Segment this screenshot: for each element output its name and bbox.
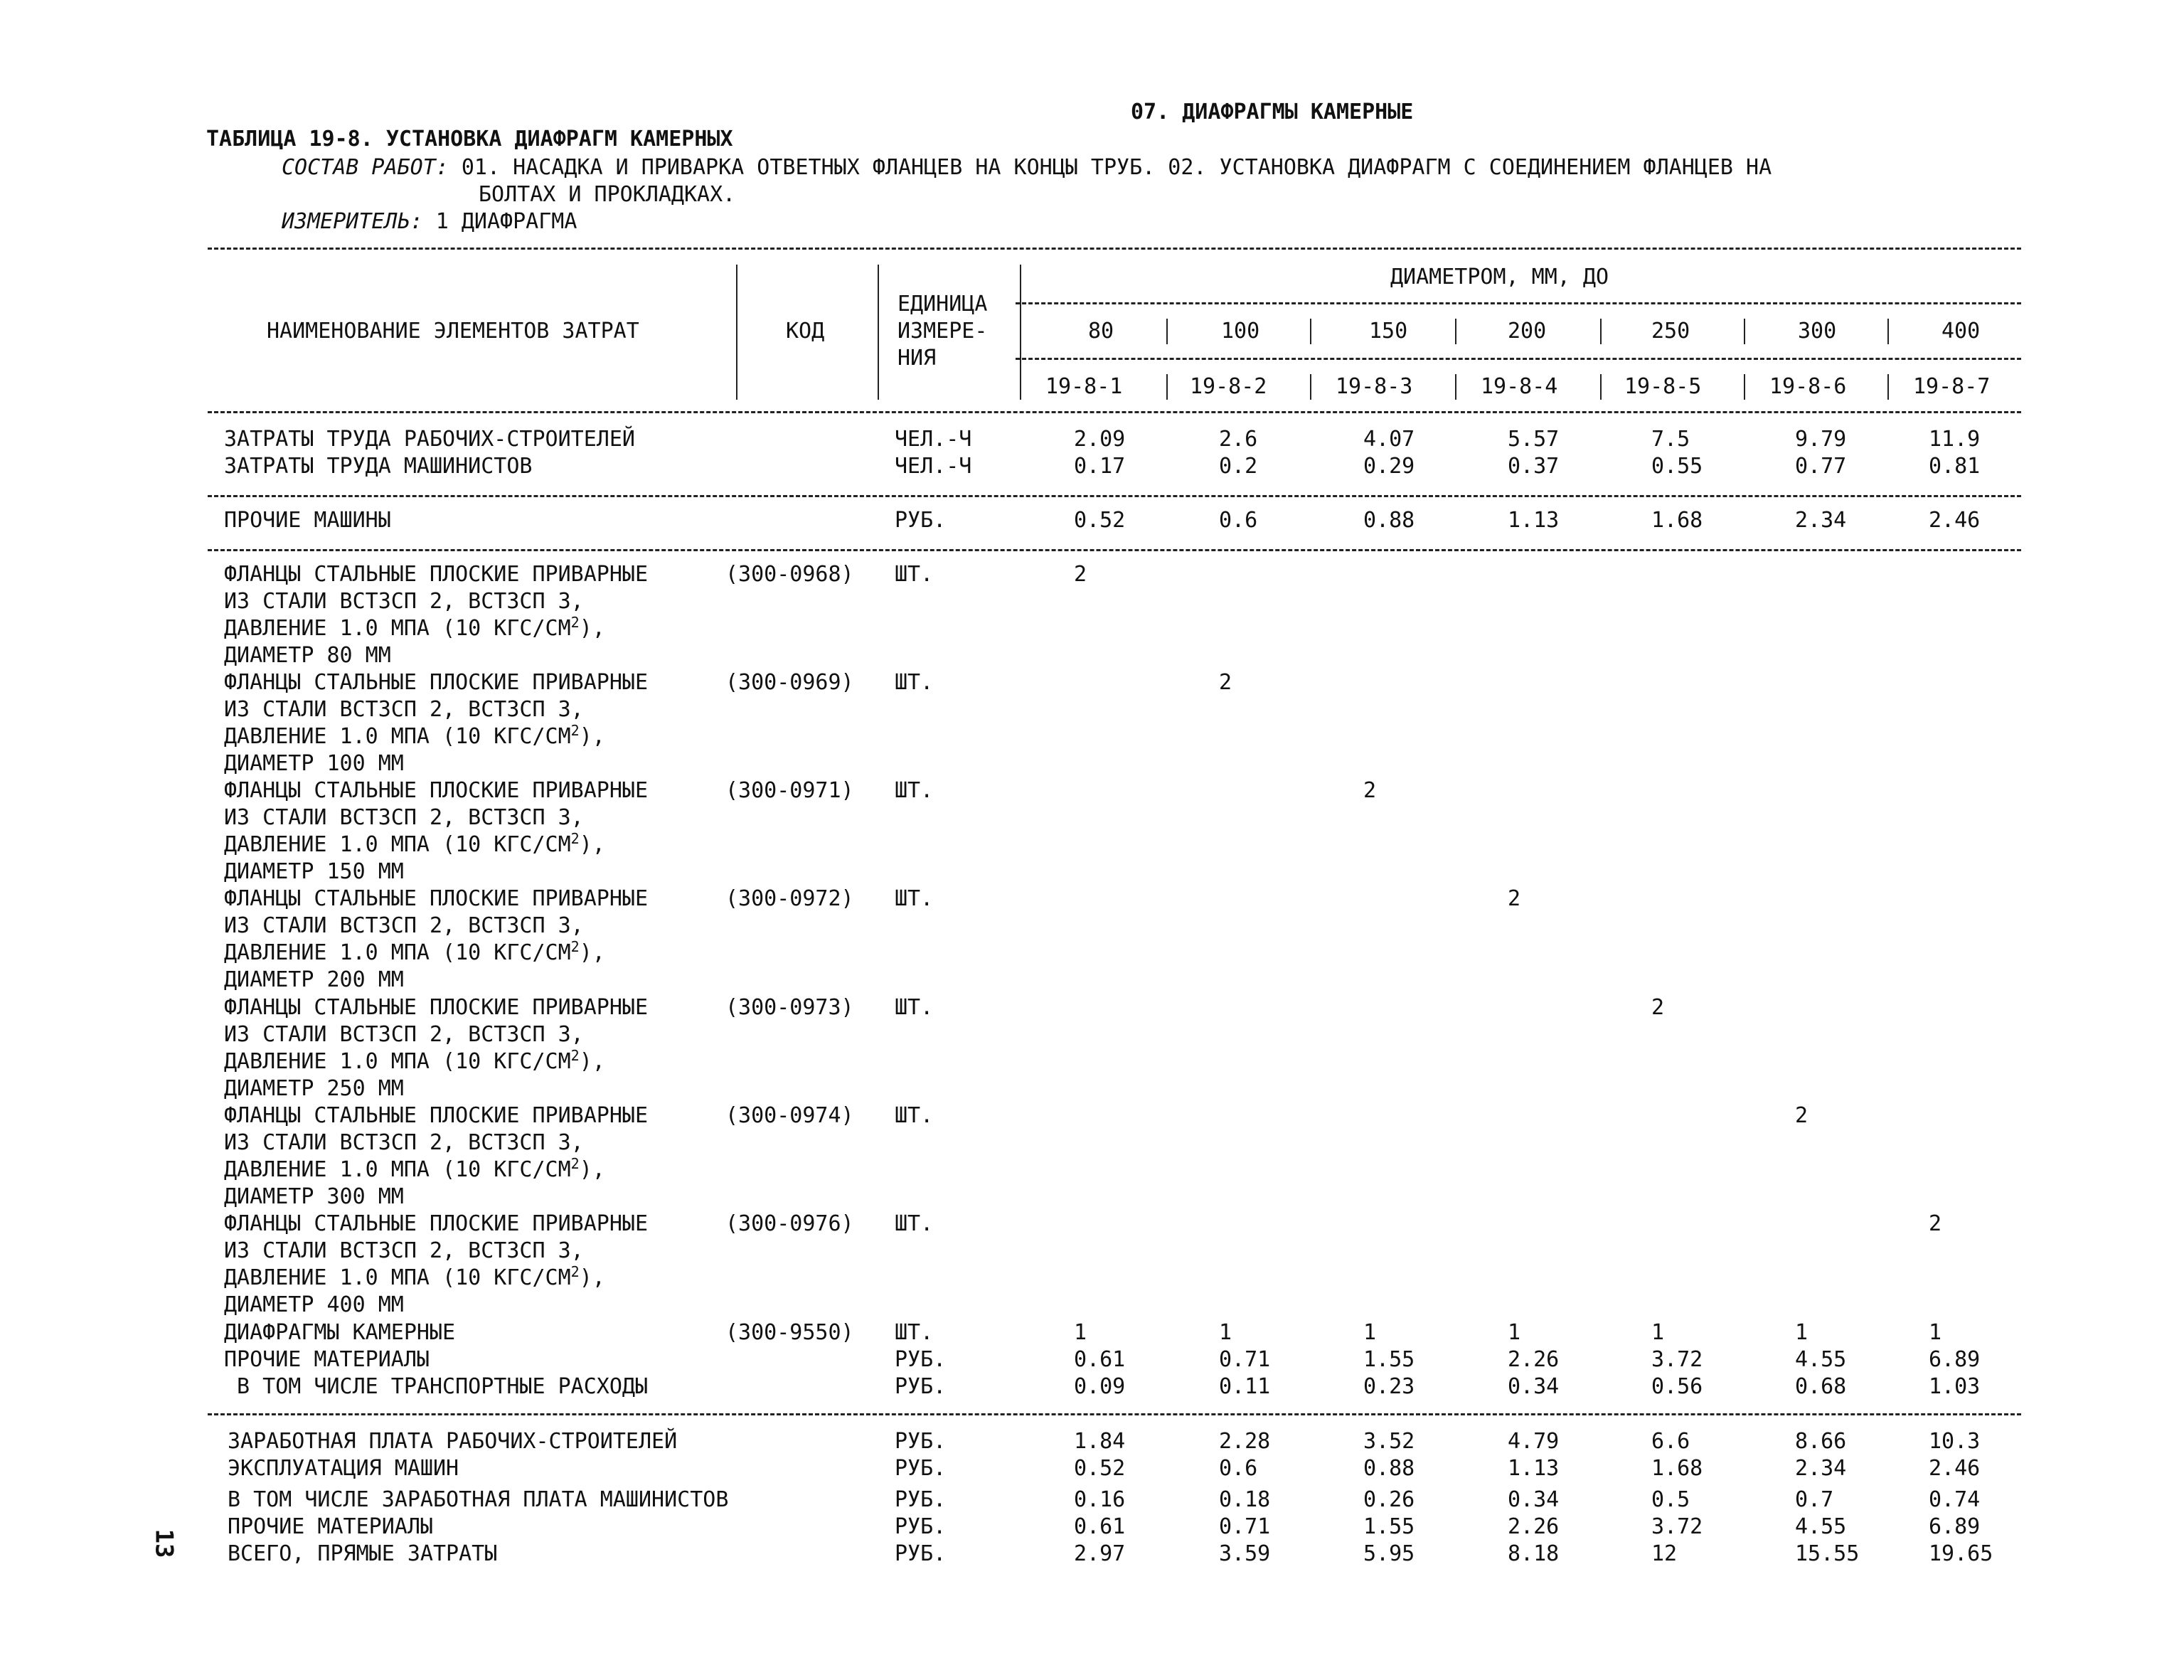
row-value: 0.61 bbox=[1074, 1514, 1126, 1539]
row-value: 3.52 bbox=[1363, 1429, 1415, 1454]
header-separator bbox=[1600, 374, 1602, 400]
work-composition-text-1: 01. НАСАДКА И ПРИВАРКА ОТВЕТНЫХ ФЛАНЦЕВ НА КОНЦЫ ТРУБ. 02. УСТАНОВКА ДИАФРАГМ С СОЕДИНЕНИЕМ ФЛАНЦЕВ НА bbox=[461, 155, 1772, 180]
flange-pressure-end: ), bbox=[579, 616, 605, 641]
header-diameter-150: 150 bbox=[1369, 319, 1408, 344]
row-value: 4.07 bbox=[1363, 427, 1415, 452]
section-title: 07. ДИАФРАГМЫ КАМЕРНЫЕ bbox=[1131, 100, 1414, 124]
header-code-19-8-1: 19-8-1 bbox=[1045, 374, 1123, 399]
row-name: В ТОМ ЧИСЛЕ ЗАРАБОТНАЯ ПЛАТА МАШИНИСТОВ bbox=[228, 1487, 729, 1512]
row-value: 2.46 bbox=[1929, 1456, 1981, 1481]
flange-unit: ШТ. bbox=[895, 1103, 934, 1128]
flange-line-1: ФЛАНЦЫ СТАЛЬНЫЕ ПЛОСКИЕ ПРИВАРНЫЕ bbox=[224, 1211, 649, 1236]
flange-code: (300-0976) bbox=[725, 1211, 854, 1236]
row-value: 11.9 bbox=[1929, 427, 1981, 452]
row-value: 0.77 bbox=[1795, 454, 1847, 479]
row-value: 6.6 bbox=[1651, 1429, 1690, 1454]
header-separator bbox=[1455, 374, 1456, 400]
row-value: 2.34 bbox=[1795, 1456, 1847, 1481]
row-value: 2.34 bbox=[1795, 508, 1847, 533]
flange-line-1: ФЛАНЦЫ СТАЛЬНЫЕ ПЛОСКИЕ ПРИВАРНЫЕ bbox=[224, 1103, 649, 1128]
row-value: 2.97 bbox=[1074, 1541, 1126, 1566]
flange-code: (300-0968) bbox=[725, 562, 854, 587]
row-name: ЭКСПЛУАТАЦИЯ МАШИН bbox=[228, 1456, 459, 1481]
header-code-col: КОД bbox=[786, 319, 825, 344]
header-diameter-250: 250 bbox=[1651, 319, 1690, 344]
row-name: ПРОЧИЕ МАТЕРИАЛЫ bbox=[224, 1347, 430, 1372]
row-name: ПРОЧИЕ МАШИНЫ bbox=[224, 508, 391, 533]
meter-line bbox=[282, 209, 577, 234]
row-unit: РУБ. bbox=[895, 1514, 947, 1539]
row-value: 0.09 bbox=[1074, 1374, 1126, 1399]
flange-pressure-sup: 2 bbox=[570, 938, 580, 955]
row-name: ЗАТРАТЫ ТРУДА МАШИНИСТОВ bbox=[224, 454, 533, 479]
header-separator bbox=[736, 265, 737, 400]
flange-pressure-end: ), bbox=[579, 832, 605, 857]
flange-line-3 bbox=[224, 1049, 605, 1074]
section-rule-machines bbox=[208, 549, 2021, 551]
flange-pressure-end: ), bbox=[579, 724, 605, 749]
row-value: 3.72 bbox=[1651, 1347, 1703, 1372]
row-value: 0.52 bbox=[1074, 1456, 1126, 1481]
flange-value: 2 bbox=[1363, 778, 1377, 803]
flange-line-3 bbox=[224, 832, 605, 857]
flange-code: (300-0973) bbox=[725, 995, 854, 1020]
row-value: 0.68 bbox=[1795, 1374, 1847, 1399]
row-value: 0.52 bbox=[1074, 508, 1126, 533]
flange-unit: ШТ. bbox=[895, 886, 934, 911]
row-value: 1 bbox=[1929, 1320, 1942, 1345]
flange-pressure-sup: 2 bbox=[570, 1047, 580, 1064]
flange-pressure-text: ДАВЛЕНИЕ 1.0 МПА (10 КГС/СМ bbox=[224, 832, 571, 857]
flange-pressure-sup: 2 bbox=[570, 1263, 580, 1280]
row-value: 1 bbox=[1363, 1320, 1377, 1345]
section-rule-materials bbox=[208, 1413, 2021, 1415]
flange-pressure-end: ), bbox=[579, 1265, 605, 1290]
flange-value: 2 bbox=[1219, 670, 1232, 695]
row-value: 1 bbox=[1651, 1320, 1665, 1345]
flange-line-3 bbox=[224, 724, 605, 749]
flange-line-2: ИЗ СТАЛИ ВСТ3СП 2, ВСТ3СП 3, bbox=[224, 913, 584, 938]
flange-value: 2 bbox=[1508, 886, 1521, 911]
row-value: 0.17 bbox=[1074, 454, 1126, 479]
header-separator bbox=[1020, 265, 1021, 400]
row-value: 6.89 bbox=[1929, 1514, 1981, 1539]
flange-line-1: ФЛАНЦЫ СТАЛЬНЫЕ ПЛОСКИЕ ПРИВАРНЫЕ bbox=[224, 670, 649, 695]
flange-pressure-sup: 2 bbox=[570, 830, 580, 847]
header-separator bbox=[1455, 319, 1456, 344]
header-name-col: НАИМЕНОВАНИЕ ЭЛЕМЕНТОВ ЗАТРАТ bbox=[267, 319, 639, 344]
header-separator bbox=[1310, 374, 1311, 400]
header-separator bbox=[1887, 374, 1889, 400]
row-value: 0.6 bbox=[1219, 1456, 1258, 1481]
flange-value: 2 bbox=[1795, 1103, 1809, 1128]
meter-label: ИЗМЕРИТЕЛЬ: bbox=[282, 209, 423, 234]
row-unit: РУБ. bbox=[895, 1374, 947, 1399]
flange-unit: ШТ. bbox=[895, 995, 934, 1020]
flange-line-4: ДИАМЕТР 400 ММ bbox=[224, 1292, 404, 1317]
meter-value: 1 ДИАФРАГМА bbox=[435, 209, 577, 234]
row-value: 0.29 bbox=[1363, 454, 1415, 479]
header-unit-col-2: ИЗМЕРЕ- bbox=[897, 319, 988, 344]
row-name: В ТОМ ЧИСЛЕ ТРАНСПОРТНЫЕ РАСХОДЫ bbox=[224, 1374, 649, 1399]
header-separator bbox=[1744, 319, 1745, 344]
row-value: 1 bbox=[1219, 1320, 1232, 1345]
row-value: 1.03 bbox=[1929, 1374, 1981, 1399]
flange-unit: ШТ. bbox=[895, 562, 934, 587]
flange-line-4: ДИАМЕТР 150 ММ bbox=[224, 859, 404, 884]
row-value: 0.56 bbox=[1651, 1374, 1703, 1399]
flange-line-1: ФЛАНЦЫ СТАЛЬНЫЕ ПЛОСКИЕ ПРИВАРНЫЕ bbox=[224, 886, 649, 911]
page-number: 13 bbox=[149, 1529, 179, 1558]
row-value: 4.55 bbox=[1795, 1347, 1847, 1372]
row-value: 0.37 bbox=[1508, 454, 1560, 479]
header-code-19-8-6: 19-8-6 bbox=[1769, 374, 1847, 399]
row-value: 1.55 bbox=[1363, 1514, 1415, 1539]
header-diameter-rule bbox=[1016, 302, 2021, 304]
row-value: 1 bbox=[1508, 1320, 1521, 1345]
row-value: 2.28 bbox=[1219, 1429, 1271, 1454]
header-separator bbox=[1600, 319, 1602, 344]
flange-pressure-text: ДАВЛЕНИЕ 1.0 МПА (10 КГС/СМ bbox=[224, 1265, 571, 1290]
header-separator bbox=[1166, 319, 1168, 344]
row-value: 0.26 bbox=[1363, 1487, 1415, 1512]
row-value: 0.81 bbox=[1929, 454, 1981, 479]
row-value: 2.26 bbox=[1508, 1347, 1560, 1372]
row-value: 0.7 bbox=[1795, 1487, 1834, 1512]
header-unit-col-1: ЕДИНИЦА bbox=[897, 292, 988, 317]
row-value: 1 bbox=[1074, 1320, 1087, 1345]
row-value: 3.72 bbox=[1651, 1514, 1703, 1539]
row-value: 10.3 bbox=[1929, 1429, 1981, 1454]
section-rule-labor bbox=[208, 495, 2021, 497]
flange-pressure-sup: 2 bbox=[570, 1155, 580, 1172]
flange-code: (300-0971) bbox=[725, 778, 854, 803]
flange-pressure-text: ДАВЛЕНИЕ 1.0 МПА (10 КГС/СМ bbox=[224, 616, 571, 641]
flange-code: (300-0974) bbox=[725, 1103, 854, 1128]
row-unit: РУБ. bbox=[895, 1429, 947, 1454]
row-value: 19.65 bbox=[1929, 1541, 1993, 1566]
header-diameter-100: 100 bbox=[1221, 319, 1260, 344]
flange-line-2: ИЗ СТАЛИ ВСТ3СП 2, ВСТ3СП 3, bbox=[224, 697, 584, 722]
row-value: 0.18 bbox=[1219, 1487, 1271, 1512]
row-name: ЗАТРАТЫ ТРУДА РАБОЧИХ-СТРОИТЕЛЕЙ bbox=[224, 427, 635, 452]
header-code-19-8-7: 19-8-7 bbox=[1913, 374, 1991, 399]
flange-pressure-text: ДАВЛЕНИЕ 1.0 МПА (10 КГС/СМ bbox=[224, 940, 571, 965]
row-unit: ЧЕЛ.-Ч bbox=[895, 454, 972, 479]
row-value: 0.88 bbox=[1363, 508, 1415, 533]
flange-pressure-sup: 2 bbox=[570, 722, 580, 739]
row-unit: РУБ. bbox=[895, 1456, 947, 1481]
flange-pressure-end: ), bbox=[579, 1049, 605, 1074]
flange-value: 2 bbox=[1929, 1211, 1942, 1236]
flange-pressure-end: ), bbox=[579, 940, 605, 965]
row-name: ПРОЧИЕ МАТЕРИАЛЫ bbox=[228, 1514, 433, 1539]
header-separator bbox=[878, 265, 879, 400]
row-value: 0.34 bbox=[1508, 1487, 1560, 1512]
work-composition-line-2: БОЛТАХ И ПРОКЛАДКАХ. bbox=[479, 182, 736, 207]
flange-pressure-text: ДАВЛЕНИЕ 1.0 МПА (10 КГС/СМ bbox=[224, 1049, 571, 1074]
header-codes-rule bbox=[1016, 358, 2021, 360]
flange-line-4: ДИАМЕТР 250 ММ bbox=[224, 1076, 404, 1101]
header-unit-col-3: НИЯ bbox=[897, 346, 937, 371]
row-value: 4.55 bbox=[1795, 1514, 1847, 1539]
flange-line-2: ИЗ СТАЛИ ВСТ3СП 2, ВСТ3СП 3, bbox=[224, 1022, 584, 1047]
work-composition-label: СОСТАВ РАБОТ: bbox=[282, 155, 449, 180]
row-value: 0.6 bbox=[1219, 508, 1258, 533]
row-value: 0.34 bbox=[1508, 1374, 1560, 1399]
flange-line-2: ИЗ СТАЛИ ВСТ3СП 2, ВСТ3СП 3, bbox=[224, 589, 584, 614]
flange-pressure-sup: 2 bbox=[570, 614, 580, 631]
row-unit: РУБ. bbox=[895, 508, 947, 533]
row-name: ДИАФРАГМЫ КАМЕРНЫЕ bbox=[224, 1320, 456, 1345]
row-value: 9.79 bbox=[1795, 427, 1847, 452]
flange-line-3 bbox=[224, 940, 605, 965]
header-diameter-200: 200 bbox=[1508, 319, 1547, 344]
flange-line-4: ДИАМЕТР 100 ММ bbox=[224, 751, 404, 776]
table-title: ТАБЛИЦА 19-8. УСТАНОВКА ДИАФРАГМ КАМЕРНЫХ bbox=[206, 127, 733, 151]
row-value: 0.61 bbox=[1074, 1347, 1126, 1372]
flange-unit: ШТ. bbox=[895, 1211, 934, 1236]
header-diameter-group: ДИАМЕТРОМ, ММ, ДО bbox=[1390, 265, 1609, 289]
flange-line-2: ИЗ СТАЛИ ВСТ3СП 2, ВСТ3СП 3, bbox=[224, 1238, 584, 1263]
row-value: 0.55 bbox=[1651, 454, 1703, 479]
row-value: 15.55 bbox=[1795, 1541, 1860, 1566]
flange-line-4: ДИАМЕТР 200 ММ bbox=[224, 967, 404, 992]
header-separator bbox=[1887, 319, 1889, 344]
flange-value: 2 bbox=[1074, 562, 1087, 587]
flange-line-1: ФЛАНЦЫ СТАЛЬНЫЕ ПЛОСКИЕ ПРИВАРНЫЕ bbox=[224, 995, 649, 1020]
header-code-19-8-3: 19-8-3 bbox=[1336, 374, 1413, 399]
row-value: 0.88 bbox=[1363, 1456, 1415, 1481]
row-value: 0.23 bbox=[1363, 1374, 1415, 1399]
row-value: 2.46 bbox=[1929, 508, 1981, 533]
row-value: 1 bbox=[1795, 1320, 1809, 1345]
row-value: 4.79 bbox=[1508, 1429, 1560, 1454]
flange-value: 2 bbox=[1651, 995, 1665, 1020]
row-value: 5.95 bbox=[1363, 1541, 1415, 1566]
row-name: ЗАРАБОТНАЯ ПЛАТА РАБОЧИХ-СТРОИТЕЛЕЙ bbox=[228, 1429, 678, 1454]
row-value: 12 bbox=[1651, 1541, 1678, 1566]
row-value: 0.71 bbox=[1219, 1347, 1271, 1372]
row-unit: РУБ. bbox=[895, 1541, 947, 1566]
row-value: 2.6 bbox=[1219, 427, 1258, 452]
flange-line-4: ДИАМЕТР 300 ММ bbox=[224, 1184, 404, 1209]
row-value: 0.74 bbox=[1929, 1487, 1981, 1512]
row-unit: РУБ. bbox=[895, 1347, 947, 1372]
header-diameter-400: 400 bbox=[1941, 319, 1981, 344]
flange-line-2: ИЗ СТАЛИ ВСТ3СП 2, ВСТ3СП 3, bbox=[224, 805, 584, 830]
row-value: 1.13 bbox=[1508, 508, 1560, 533]
row-value: 0.11 bbox=[1219, 1374, 1271, 1399]
flange-line-4: ДИАМЕТР 80 ММ bbox=[224, 643, 391, 668]
row-value: 1.68 bbox=[1651, 508, 1703, 533]
row-value: 2.26 bbox=[1508, 1514, 1560, 1539]
header-diameter-300: 300 bbox=[1798, 319, 1837, 344]
row-value: 5.57 bbox=[1508, 427, 1560, 452]
row-value: 7.5 bbox=[1651, 427, 1690, 452]
row-value: 1.55 bbox=[1363, 1347, 1415, 1372]
flange-pressure-end: ), bbox=[579, 1157, 605, 1182]
flange-line-3 bbox=[224, 1157, 605, 1182]
row-value: 6.89 bbox=[1929, 1347, 1981, 1372]
row-value: 1.84 bbox=[1074, 1429, 1126, 1454]
row-value: 8.66 bbox=[1795, 1429, 1847, 1454]
flange-code: (300-0969) bbox=[725, 670, 854, 695]
flange-code: (300-0972) bbox=[725, 886, 854, 911]
row-value: 8.18 bbox=[1508, 1541, 1560, 1566]
flange-line-1: ФЛАНЦЫ СТАЛЬНЫЕ ПЛОСКИЕ ПРИВАРНЫЕ bbox=[224, 562, 649, 587]
flange-line-3 bbox=[224, 1265, 605, 1290]
header-separator bbox=[1166, 374, 1168, 400]
row-value: 3.59 bbox=[1219, 1541, 1271, 1566]
flange-unit: ШТ. bbox=[895, 778, 934, 803]
work-composition-line-1 bbox=[282, 155, 1772, 180]
row-value: 0.2 bbox=[1219, 454, 1258, 479]
flange-pressure-text: ДАВЛЕНИЕ 1.0 МПА (10 КГС/СМ bbox=[224, 724, 571, 749]
header-separator bbox=[1310, 319, 1311, 344]
header-code-19-8-2: 19-8-2 bbox=[1190, 374, 1267, 399]
row-unit: ШТ. bbox=[895, 1320, 934, 1345]
flange-line-3 bbox=[224, 616, 605, 641]
row-unit: ЧЕЛ.-Ч bbox=[895, 427, 972, 452]
row-code: (300-9550) bbox=[725, 1320, 854, 1345]
header-code-19-8-5: 19-8-5 bbox=[1624, 374, 1702, 399]
header-diameter-80: 80 bbox=[1088, 319, 1114, 344]
row-value: 1.68 bbox=[1651, 1456, 1703, 1481]
row-unit: РУБ. bbox=[895, 1487, 947, 1512]
row-name: ВСЕГО, ПРЯМЫЕ ЗАТРАТЫ bbox=[228, 1541, 498, 1566]
header-top-rule bbox=[208, 248, 2021, 250]
flange-line-1: ФЛАНЦЫ СТАЛЬНЫЕ ПЛОСКИЕ ПРИВАРНЫЕ bbox=[224, 778, 649, 803]
row-value: 0.16 bbox=[1074, 1487, 1126, 1512]
row-value: 0.5 bbox=[1651, 1487, 1690, 1512]
flange-unit: ШТ. bbox=[895, 670, 934, 695]
header-separator bbox=[1744, 374, 1745, 400]
header-bottom-rule bbox=[208, 411, 2021, 413]
flange-pressure-text: ДАВЛЕНИЕ 1.0 МПА (10 КГС/СМ bbox=[224, 1157, 571, 1182]
row-value: 1.13 bbox=[1508, 1456, 1560, 1481]
flange-line-2: ИЗ СТАЛИ ВСТ3СП 2, ВСТ3СП 3, bbox=[224, 1130, 584, 1155]
row-value: 0.71 bbox=[1219, 1514, 1271, 1539]
row-value: 2.09 bbox=[1074, 427, 1126, 452]
header-code-19-8-4: 19-8-4 bbox=[1481, 374, 1558, 399]
